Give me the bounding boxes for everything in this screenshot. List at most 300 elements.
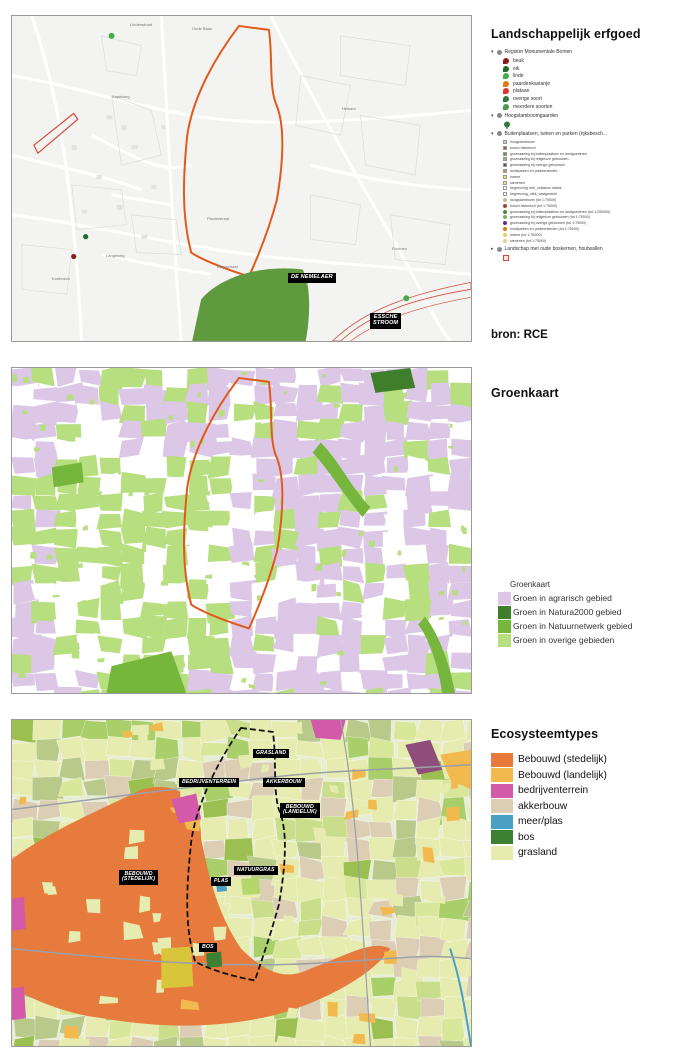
legend-item-estate	[503, 209, 691, 214]
eco-patch	[339, 875, 345, 890]
green-parcel	[53, 563, 83, 582]
green-map-canvas	[12, 368, 471, 693]
street-label: Langeweg	[106, 253, 125, 258]
legend-group-orchards[interactable]	[491, 113, 691, 119]
bedrijventerrein-area	[311, 720, 346, 740]
eco-parcel	[227, 799, 254, 818]
eco-parcel	[295, 1017, 326, 1043]
green-parcel	[361, 601, 386, 617]
eco-patch	[150, 759, 165, 771]
heritage-legend	[491, 27, 691, 263]
old-woods-symbol-row	[503, 255, 691, 261]
legend-item-label: groenaanleg bij religieuze gebouwen (tot 1:75000)	[510, 215, 590, 220]
eco-patch	[368, 800, 377, 810]
ecosystem-legend-label: meer/plas	[518, 816, 563, 828]
green-patch	[167, 555, 170, 558]
green-patch	[439, 591, 444, 595]
green-patch	[336, 592, 341, 597]
label-line: (STEDELIJK)	[122, 876, 156, 883]
green-patch	[334, 403, 341, 408]
legend-group-label: Register Monumentale Bomen	[504, 49, 573, 55]
green-parcel	[447, 565, 471, 583]
label-line: BEBOUWD	[124, 871, 153, 877]
green-parcel	[228, 455, 258, 475]
green-patch	[168, 415, 173, 420]
green-parcel	[429, 599, 454, 616]
layer-icon	[497, 131, 502, 136]
estate-swatch-icon	[503, 239, 507, 243]
green-legend-heading: Groenkaart	[510, 580, 551, 589]
legend-item-estate	[503, 145, 691, 150]
green-parcel	[207, 511, 233, 526]
ecosystem-legend-label: bedrijventerrein	[518, 785, 589, 797]
legend-item-estate	[503, 232, 691, 237]
estate-swatch-icon	[503, 221, 507, 225]
legend-item-estate	[503, 227, 691, 232]
monumental-trees-items	[491, 58, 691, 110]
green-parcel	[208, 638, 231, 655]
legend-item-label: beuk	[513, 58, 524, 64]
label-de-nemelaer	[288, 273, 336, 283]
green-parcel	[102, 566, 122, 580]
green-parcel	[77, 582, 96, 601]
eco-parcel	[203, 840, 226, 860]
green-parcel	[361, 455, 386, 478]
yellow-patch	[161, 947, 193, 989]
green-patch	[219, 410, 225, 417]
eco-parcel	[37, 800, 61, 821]
green-legend-item	[498, 605, 632, 619]
eco-parcel	[345, 818, 370, 841]
green-parcel	[384, 636, 409, 655]
label-de-nemelaer-text: DE NEMELAER	[291, 274, 333, 280]
legend-item-tree-species	[503, 73, 691, 79]
orchard-tree-icon	[503, 121, 511, 129]
green-parcel	[188, 655, 213, 670]
green-parcel	[426, 545, 450, 564]
label-essche-line1: ESSCHE	[373, 314, 398, 320]
green-parcel	[118, 368, 148, 387]
green-parcel	[230, 492, 252, 509]
estate-swatch-icon	[503, 198, 507, 202]
eco-parcel	[296, 876, 326, 903]
legend-item-estate	[503, 203, 691, 208]
estate-swatch-icon	[503, 157, 507, 161]
eco-patch	[261, 764, 270, 772]
eco-parcel	[440, 977, 471, 1000]
legend-group-estates[interactable]	[491, 131, 691, 137]
legend-item-estate	[503, 238, 691, 243]
green-parcel	[229, 544, 255, 563]
label-bedrijventerrein: BEDRIJVENTERREIN	[179, 778, 239, 787]
green-parcel	[142, 637, 166, 654]
green-legend-label: Groen in agrarisch gebied	[513, 593, 612, 603]
street-label: Oude Baan	[192, 26, 213, 31]
legend-group-old-woods[interactable]	[491, 246, 691, 252]
green-patch	[30, 552, 37, 559]
legend-item-label: stenenen (tot 1:75000)	[510, 238, 547, 243]
legend-item-estate	[503, 163, 691, 168]
green-legend	[498, 580, 632, 647]
green-parcel	[99, 458, 120, 475]
eco-parcel	[371, 977, 396, 996]
green-parcel	[317, 584, 336, 598]
legend-item-estate	[503, 169, 691, 174]
legend-item-label: plataan	[513, 88, 530, 95]
tree-marker-linde[interactable]	[109, 33, 115, 39]
green-map[interactable]	[11, 367, 472, 694]
eco-parcel	[393, 800, 418, 820]
natuurgras-area	[241, 877, 260, 895]
tree-species-icon	[503, 81, 509, 87]
estate-swatch-icon	[503, 175, 507, 179]
buildings	[72, 115, 166, 238]
legend-item-label: linde	[513, 73, 524, 80]
eco-patch	[283, 915, 293, 929]
green-patch	[462, 527, 467, 534]
green-legend-swatch	[498, 606, 511, 619]
green-parcel	[55, 402, 79, 423]
green-parcel	[206, 580, 233, 604]
green-patch	[258, 479, 264, 482]
tree-marker-eik[interactable]	[83, 234, 88, 239]
ecosystem-legend-item	[491, 845, 607, 861]
green-legend-item	[498, 633, 632, 647]
eco-patch	[19, 797, 26, 804]
eco-parcel	[81, 739, 109, 762]
green-parcel	[362, 583, 384, 600]
green-parcel	[365, 563, 386, 584]
ecosystem-legend-label: grasland	[518, 847, 558, 859]
green-parcel	[273, 508, 296, 529]
green-parcel	[339, 368, 364, 381]
green-parcel	[12, 495, 31, 510]
green-patch	[462, 621, 467, 625]
ecosystem-legend-title: Ecosysteemtypes	[491, 727, 599, 741]
eco-parcel	[372, 860, 398, 882]
estate-swatch-icon	[503, 169, 507, 173]
green-patch	[34, 447, 40, 451]
green-legend-title-block	[491, 386, 691, 400]
green-legend-swatch	[498, 592, 511, 605]
expand-triangle-icon[interactable]: ▾	[491, 130, 494, 137]
tree-species-icon	[503, 73, 509, 79]
expand-triangle-icon[interactable]: ▸	[491, 246, 494, 253]
green-parcel	[337, 526, 365, 549]
eco-patch	[68, 931, 80, 943]
eco-patch	[213, 927, 226, 941]
green-parcel	[143, 616, 167, 640]
eco-parcel	[415, 720, 444, 742]
green-parcel	[448, 619, 471, 638]
green-patch	[368, 540, 374, 547]
legend-item-label: groenaanleg bij overige gebouwen (tot 1:75000)	[510, 221, 587, 226]
green-parcel	[209, 478, 234, 494]
eco-parcel	[466, 720, 471, 742]
green-patch	[466, 399, 471, 407]
heritage-legend-title: Landschappelijk erfgoed	[491, 27, 641, 41]
green-parcel	[382, 476, 406, 491]
eco-parcel	[369, 920, 392, 941]
eco-patch	[86, 899, 100, 913]
estate-swatch-icon	[503, 140, 507, 144]
eco-patch	[328, 1002, 338, 1017]
green-patch	[254, 575, 258, 578]
green-legend-items	[498, 591, 632, 647]
green-legend-label: Groen in overige gebieden	[513, 635, 615, 645]
green-parcel	[253, 634, 275, 652]
tree-species-icon	[503, 88, 509, 94]
street-label: Dorpsstraat	[217, 264, 238, 269]
legend-item-label: hoogstamboom	[510, 140, 535, 145]
legend-item-label: overige soort	[513, 95, 542, 102]
parcel-lines	[22, 36, 450, 294]
green-parcel	[143, 492, 163, 515]
street-label: Koebosch	[52, 276, 70, 281]
green-parcel	[338, 404, 363, 423]
ecosystem-map[interactable]	[11, 719, 472, 1047]
label-akkerbouw: AKKERBOUW	[263, 778, 305, 787]
green-parcel	[167, 456, 187, 480]
green-patch	[331, 419, 339, 424]
green-patch	[72, 651, 80, 659]
green-legend-item	[498, 619, 632, 633]
ecosystem-legend-swatch	[491, 753, 513, 767]
green-parcel	[31, 652, 56, 673]
green-parcel	[98, 620, 126, 639]
green-parcel	[403, 526, 433, 545]
boundary-square-icon	[503, 255, 509, 261]
green-parcel	[407, 673, 432, 689]
green-parcel	[428, 562, 450, 583]
green-parcel	[143, 441, 167, 452]
eco-patch	[76, 1039, 89, 1046]
green-parcel	[57, 601, 79, 619]
green-parcel	[31, 583, 56, 599]
green-patch	[90, 399, 95, 404]
green-parcel	[428, 581, 447, 603]
green-parcel	[76, 403, 104, 423]
green-parcel	[54, 687, 82, 693]
eco-patch	[124, 846, 138, 859]
green-parcel	[53, 529, 78, 549]
green-parcel	[163, 439, 189, 458]
green-parcel	[424, 422, 450, 439]
estate-swatch-icon	[503, 152, 507, 156]
eco-parcel	[344, 778, 373, 803]
legend-item-label: begrenzing rmb_volkstuin status	[510, 186, 562, 191]
green-patch	[65, 557, 72, 563]
green-parcel	[229, 437, 255, 456]
eco-parcel	[32, 776, 63, 800]
eco-parcel	[392, 837, 418, 859]
green-patch	[23, 377, 30, 383]
tree-species-icon	[503, 104, 509, 110]
legend-item-estate	[503, 157, 691, 162]
green-legend-label: Groen in Natura2000 gebied	[513, 607, 622, 617]
tree-marker-beuk[interactable]	[71, 254, 76, 259]
legend-item-label: paardenkastanje	[513, 80, 550, 87]
green-patch	[12, 377, 16, 382]
ecosystem-legend	[491, 752, 607, 861]
green-parcel	[318, 512, 342, 528]
green-parcel	[186, 546, 206, 564]
eco-parcel	[129, 1036, 154, 1046]
eco-patch	[313, 827, 326, 843]
green-legend-label: Groen in Natuurnetwerk gebied	[513, 621, 633, 631]
green-parcel	[97, 493, 125, 511]
street-label: Plaxierstraat	[207, 216, 230, 221]
legend-item-estate	[503, 215, 691, 220]
green-parcel	[447, 583, 471, 601]
green-parcel	[75, 620, 102, 634]
estate-swatch-icon	[503, 146, 507, 150]
ecosystem-legend-label: Bebouwd (stedelijk)	[518, 754, 607, 766]
green-parcel	[317, 385, 344, 404]
green-parcel	[447, 472, 471, 495]
green-legend-swatch	[498, 634, 511, 647]
eco-patch	[446, 807, 460, 822]
green-parcel	[431, 383, 453, 407]
eco-patch	[388, 893, 403, 906]
green-patch	[97, 658, 105, 662]
estates-items	[491, 140, 691, 244]
green-patch	[423, 579, 427, 585]
green-patch	[75, 643, 79, 650]
expand-triangle-icon[interactable]: ▾	[491, 112, 494, 119]
ecosystem-legend-item	[491, 814, 607, 830]
eco-parcel	[201, 816, 228, 840]
ecosystem-legend-item	[491, 752, 607, 768]
ecosystem-legend-swatch	[491, 799, 513, 813]
layer-icon	[497, 50, 502, 55]
green-parcel	[364, 511, 388, 525]
green-parcel	[403, 440, 429, 458]
legend-item-estate	[503, 198, 691, 203]
expand-triangle-icon[interactable]: ▾	[491, 49, 494, 55]
green-parcel	[404, 544, 428, 564]
eco-parcel	[369, 837, 396, 860]
green-parcel	[140, 418, 167, 436]
tree-species-icon	[503, 66, 509, 72]
eco-patch	[467, 807, 471, 817]
green-parcel	[76, 655, 101, 668]
green-parcel	[386, 421, 404, 440]
legend-item-label: groenaanleg bij overige gebouwen	[510, 163, 565, 168]
green-parcel	[451, 599, 471, 618]
ecosystem-legend-swatch	[491, 784, 513, 798]
green-patch	[136, 518, 140, 522]
legend-item-label: stenenen	[510, 180, 525, 185]
green-parcel	[32, 495, 61, 510]
eco-parcel	[128, 740, 159, 759]
green-parcel	[385, 674, 403, 689]
ecosystem-legend-swatch	[491, 830, 513, 844]
street-label: Heikant	[342, 106, 356, 111]
source-credit: bron: RCE	[491, 329, 548, 341]
ecosystem-legend-swatch	[491, 846, 513, 860]
estate-swatch-icon	[503, 163, 507, 167]
green-parcel	[339, 509, 360, 527]
green-patch	[376, 644, 380, 649]
street-label: Lindenstraat	[130, 22, 153, 27]
estate-swatch-icon	[503, 215, 507, 219]
legend-group-label: Hoogstamboomgaarden	[504, 112, 559, 119]
green-parcel	[142, 478, 168, 493]
ecosystem-legend-label: Bebouwd (landelijk)	[518, 769, 607, 781]
green-parcel	[277, 564, 298, 583]
green-parcel	[76, 633, 97, 654]
green-patch	[311, 584, 316, 592]
essche-stroom-boundary	[333, 282, 471, 341]
eco-patch	[228, 819, 246, 825]
legend-item-estate	[503, 151, 691, 156]
green-parcel	[318, 368, 341, 388]
legend-item-tree-species	[503, 88, 691, 94]
label-plas: PLAS	[211, 877, 231, 886]
green-patch	[128, 492, 132, 496]
eco-patch	[139, 896, 150, 913]
green-parcel	[252, 674, 274, 692]
green-patch	[179, 661, 186, 667]
legend-item-label: bosch historisch	[510, 145, 536, 150]
label-bebouwd-stedelijk	[119, 870, 158, 885]
ecosystem-legend-swatch	[491, 815, 513, 829]
green-parcel	[76, 491, 99, 510]
legend-item-tree-species	[503, 66, 691, 72]
green-patch	[449, 424, 452, 428]
legend-item-estate	[503, 186, 691, 191]
legend-item-label: marne (tot 1:75000)	[510, 232, 542, 237]
estate-swatch-icon	[503, 210, 507, 214]
green-parcel	[272, 384, 298, 404]
heritage-map[interactable]	[11, 15, 472, 342]
tree-marker-linde-2[interactable]	[403, 295, 409, 301]
green-parcel	[140, 602, 167, 618]
ecosystem-legend-item	[491, 799, 607, 815]
legend-item-label: meerdere soorten	[513, 103, 553, 110]
ecosystem-legend-title-block	[491, 727, 691, 741]
ecosystem-legend-swatch	[491, 768, 513, 782]
eco-parcel	[465, 819, 471, 841]
ecosystem-legend-item	[491, 830, 607, 846]
legend-item-label: bosch historisch (tot 1:75000)	[510, 203, 558, 208]
legend-group-monumental-trees[interactable]	[491, 49, 691, 55]
green-patch	[98, 558, 102, 563]
label-natuurgras: NATUURGRAS	[234, 866, 278, 875]
green-legend-title: Groenkaart	[491, 386, 559, 400]
green-parcel	[12, 457, 35, 474]
eco-parcel	[229, 896, 253, 915]
green-parcel	[12, 439, 34, 458]
green-parcel	[450, 652, 471, 670]
green-parcel	[228, 419, 258, 439]
legend-group-label: Landschap met oude boskernen, houtwallen	[504, 246, 603, 253]
legend-item-tree-species	[503, 81, 691, 87]
green-parcel	[97, 546, 123, 567]
legend-item-label: groenaanleg bij buitenplaatsen en landgoederen (tot 1:250000)	[510, 209, 611, 214]
green-parcel	[78, 568, 102, 583]
green-parcel	[231, 477, 253, 492]
green-parcel	[341, 672, 359, 693]
green-parcel	[382, 654, 411, 671]
green-patch	[18, 672, 25, 678]
label-essche-stroom	[370, 313, 401, 329]
legend-item-tree-species	[503, 96, 691, 102]
label-line: BEBOUWD	[285, 804, 314, 810]
legend-item-estate	[503, 140, 691, 145]
bedrijventerrein-area	[12, 897, 26, 931]
